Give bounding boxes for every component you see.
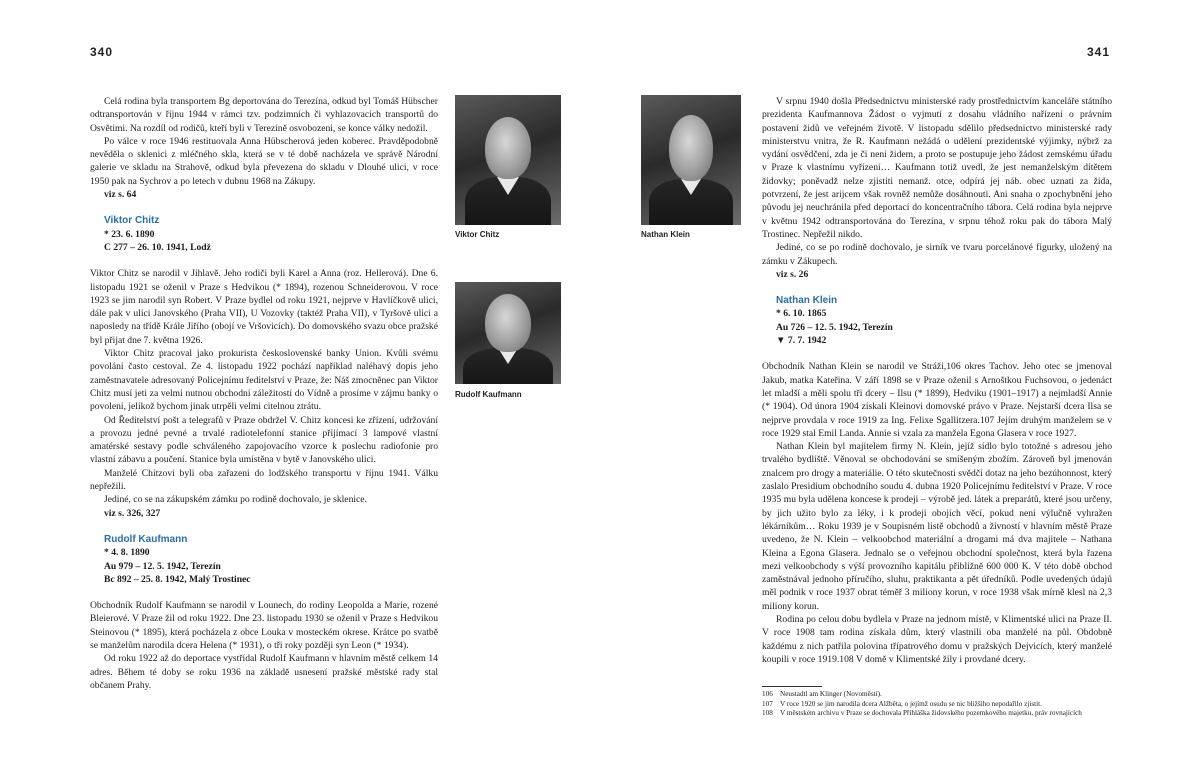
paragraph: Po válce v roce 1946 restituovala Anna Hübscherová jeden koberec. Pravděpodobně nevěděla o sklenici z mléčného skla, která se v té době nacházela ve správě Národní galerie ve skladu na Strahově, odkud byla převezena do skladu v Dlouhé ulici, v roce 1950 pak na Sychrov a po letech v dubnu 1968 na Zákupy.: [90, 135, 438, 187]
paragraph: Obchodník Rudolf Kaufmann se narodil v Lounech, do rodiny Leopolda a Marie, rozené Bleierové. V Praze žil od roku 1922. Dne 23. listopadu 1930 se oženil v Praze s Hedvikou Steinovou (* 1895), která pocházela z obce Louka v mosteckém okrese. Krátce po svatbě se manželům narodila dcera Helena (* 1931), o tři roky později syn Leon (* 1934).: [90, 600, 438, 651]
paragraph: Jediné, co se na zákupském zámku po rodině dochovalo, je sklenice.: [104, 494, 367, 506]
portrait-photo-chitz: [455, 95, 561, 225]
paragraph: Jediné, co se po rodině dochovalo, je sirník ve tvaru porcelánové figurky, uložený na zámku v Zákupech.: [762, 242, 1112, 267]
photo-caption: Nathan Klein: [641, 230, 690, 239]
paragraph: Manželé Chitzovi byli oba zařazeni do lodžského transportu v říjnu 1941. Válku nepřežili.: [90, 467, 438, 493]
footnote: 108 V městském archivu v Praze se dochovala Přihláška židovského pozemkového majetku, práv rovnajících: [762, 709, 1082, 718]
photo-caption: Viktor Chitz: [455, 230, 500, 239]
paragraph: Od Ředitelství pošt a telegrafů v Praze obdržel V. Chitz koncesi ke zřízení, udržování a provozu jedné pevné a trvalé radiotelefonní stanice přijímací 3 lampové vlastní amatérské sestavy podle schváleného zapojovacího vzorce k poslechu radiofonie pro vlastní zábavu a poučení. Stanice byla umístěna v bytě v Janovského ulici.: [90, 414, 438, 466]
right-text-column: [762, 95, 1112, 666]
entry-meta: * 6. 10. 1865: [776, 308, 827, 320]
entry-meta: ▼ 7. 7. 1942: [776, 335, 827, 347]
footnotes: [762, 690, 1112, 719]
entry-heading-klein: Nathan Klein: [776, 295, 838, 307]
entry-meta: Bc 892 – 25. 8. 1942, Malý Trostinec: [104, 573, 251, 585]
page-number-right: 341: [1087, 45, 1111, 59]
portrait-photo-klein: [641, 95, 741, 225]
paragraph: Viktor Chitz se narodil v Jihlavě. Jeho rodiči byli Karel a Anna (roz. Hellerová). Dne 6. listopadu 1921 se oženil v Praze s Hedvikou (* 1894), rozenou Schneiderovou. V roce 1923 se jim narodil syn Robert. V Praze bydlel od roku 1921, nejprve v Havlíčkově ulici, dále pak v ulici Janovského (Praha VII), U Vozovky (taktéž Praha VII), v Tyršově ulici a naposledy na třídě Krále Jiřího (obojí ve Vršovicích). Do domovského svazu obce pražské byl přijat dne 7. května 1926.: [90, 268, 438, 346]
footnote-rule: [762, 686, 822, 687]
entry-meta: C 277 – 26. 10. 1941, Lodž: [104, 241, 211, 253]
paragraph: Obchodník Nathan Klein se narodil ve Stráži,106 okres Tachov. Jeho otec se jmenoval Jakub, matka Kateřina. V září 1898 se v Praze oženil s Arnoštkou Fuchsovou, o jedenáct let mladší a měli spolu tři dcery – Ilsu (* 1899), Hedviku (1901–1917) a nejmladší Annie (* 1904). Od února 1904 získali Kleinovi domovské právo v Praze. Nejstarší dcera Ilsa se nejprve provdala v roce 1919 za Ing. Felixe Sgallitzera.107 Jejím druhým manželem se v roce 1929 stal Emil Landa. Annie si vzala za manžela Egona Glasera v roce 1927.: [762, 361, 1112, 439]
paragraph: Od roku 1922 až do deportace vystřídal Rudolf Kaufmann v hlavním městě celkem 14 adres. Během té doby se roku 1936 na základě usnesení pražské městské rady stal občanem Prahy.: [90, 653, 438, 691]
paragraph: Celá rodina byla transportem Bg deportována do Terezína, odkud byl Tomáš Hübscher odtransportován v říjnu 1944 v rámci tzv. podzimních či vyhlazovacích transportů do Osvětimi. Na rozdíl od rodičů, kteří byli v Terezíně osvobozeni, se konce války nedožil.: [90, 96, 438, 134]
entry-heading-kaufmann: Rudolf Kaufmann: [104, 533, 188, 545]
paragraph: Viktor Chitz pracoval jako prokurista československé banky Union. Kvůli svému povolání často cestoval. Ze 4. listopadu 1922 pochází například naléhavý dopis jeho zaměstnavatele adresovaný Policejnímu ředitelství v Praze, že: Náš zmocněnec pan Viktor Chitz musí jeti za velmi nutnou obchodní záležitostí do Vídně a prosíme v zájmu banky o povolení, jelikož bychom jinak utrpěli velmi citelnou ztrátu.: [90, 348, 438, 413]
paragraph: Nathan Klein byl majitelem firmy N. Klein, jejíž sídlo bylo totožné s adresou jeho trvalého bydliště. Věnoval se obchodování se smíšeným zbožím. Zároveň byl jmenován znalcem pro drogy a materiálie. O této skutečnosti svědčí dotaz na jeho bezúhonnost, který zaslalo Presidium obchodního soudu 4. dubna 1920 Policejnímu ředitelství v Praze. V roce 1935 mu byla udělena koncese k prodeji – výrobě jed. látek a preparátů, které jsou určeny, by jich užito bylo za léky, i k prodeji obojích věcí, pokud není výlučně vyhražen lékárníkům… Roku 1939 je v Soupisném listě obchodů a živností v hlavním městě Praze uvedeno, že N. Klein – velkoobchod materiální a drogami má dva majitele – Nathana Kleina a Egona Glasera. Jednalo se o veřejnou obchodní společnost, která byla řazena mezi velkoobchody s výší provozního kapitálu přibližně 600 000 K. V této době obchod zaměstnával jednoho příručího, sluhu, praktikanta a pět úředníků. Podle uvedených údajů měl podnik v roce 1937 obrat téměř 3 miliony korun, v roce 1938 však mírně klesl na 2,3 miliony korun.: [762, 441, 1112, 612]
paragraph: Rodina po celou dobu bydlela v Praze na jednom místě, v Klimentské ulici na Praze II. V roce 1908 tam rodina získala dům, který vlastnili oba manželé na půl. Obdobně každému z nich patřila polovina třípatrového domu v pražských Dejvicích, který manželé koupili v roce 1919.108 V domě v Klimentské žily i provdané dcery.: [762, 613, 1112, 665]
see-reference: viz s. 64: [104, 189, 137, 201]
entry-meta: Au 979 – 12. 5. 1942, Terezín: [104, 560, 221, 572]
entry-meta: * 4. 8. 1890: [104, 547, 150, 559]
photo-caption: Rudolf Kaufmann: [455, 390, 522, 399]
page-number-left: 340: [90, 45, 114, 59]
footnote: 107 V roce 1920 se jim narodila dcera Alžběta, o jejímž osudu se nic bližšího nepodařilo zjistit.: [762, 699, 1042, 708]
entry-heading-chitz: Viktor Chitz: [104, 215, 160, 227]
entry-meta: * 23. 6. 1890: [104, 228, 155, 240]
left-text-column: [90, 95, 438, 692]
see-reference: viz s. 326, 327: [104, 507, 161, 519]
portrait-photo-kaufmann: [455, 282, 561, 384]
paragraph: V srpnu 1940 došla Předsednictvu ministerské rady prostřednictvím kanceláře státního prezidenta Kaufmannova Žádost o vyjmutí z dosahu vládního nařízení o právním postavení židů ve veřejném životě. V listopadu sdělilo předsednictvo ministerské rady ministerstvu vnitra, že R. Kaufmann nežádá o udělení prezidentské výjimky, nýbrž za vydání osvědčení, zda je či není židem, a proto se postupuje jeho žádost zemskému úřadu v Praze k vlastnímu vyřízení… Kaufmann totiž uvedl, že jest nemanželským dítětem židovky; poněvadž nelze zjistiti nemanž. otce, odpírá jej náb. obec uznati za žida, potvrzení, že jest arijcem však rovněž nemůže dosáhnouti. Ani snaha o zpochybnění jeho původu jej neuchránila před deportací do koncentračního tábora. Celá rodina byla nejprve v květnu 1942 odtransportována do Terezína, v srpnu téhož roku pak do tábora Malý Trostinec. Nepřežil nikdo.: [762, 96, 1112, 240]
see-reference: viz s. 26: [776, 268, 809, 280]
footnote: 106 Neustadtl am Klinger (Novoměstí).: [762, 690, 882, 698]
entry-meta: Au 726 – 12. 5. 1942, Terezín: [776, 321, 893, 333]
